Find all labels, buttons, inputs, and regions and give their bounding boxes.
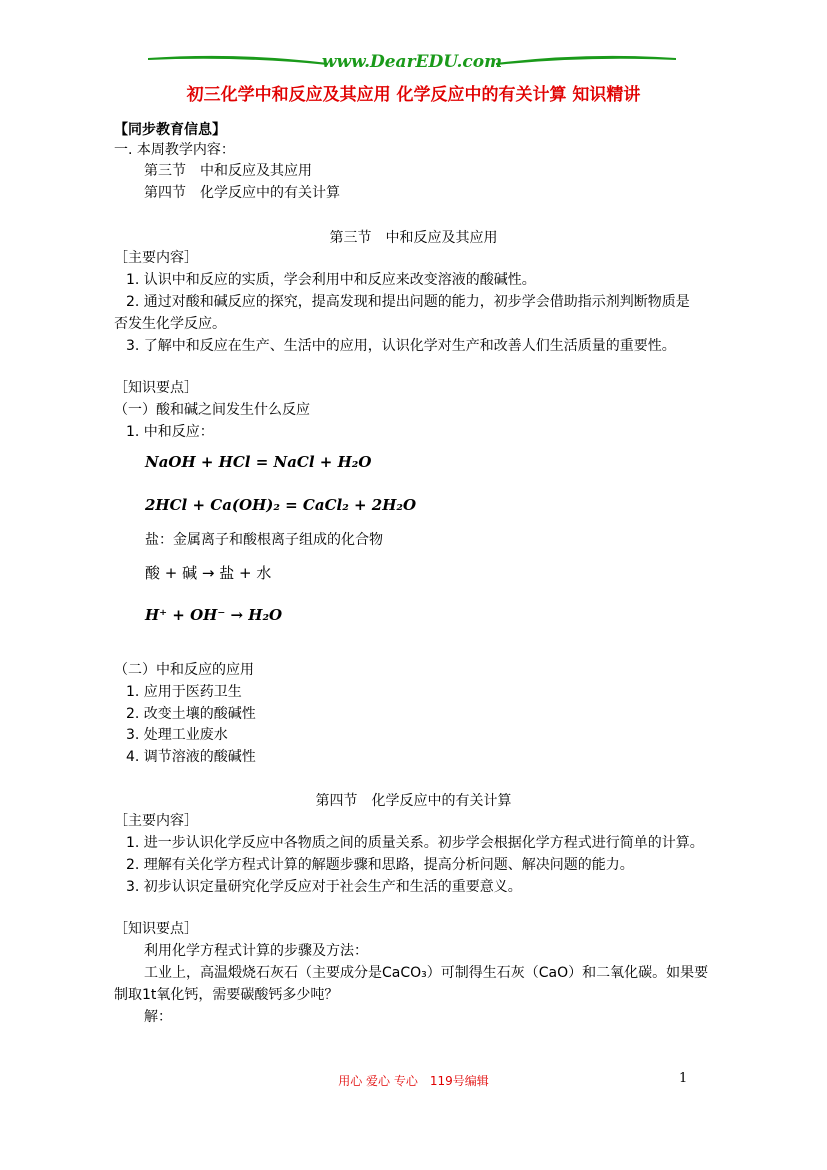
application-item: 2. 改变土壤的酸碱性 bbox=[126, 706, 256, 722]
main-content-item: 2. 理解有关化学方程式计算的解题步骤和思路，提高分析问题、解决问题的能力。 bbox=[126, 857, 634, 873]
main-content-label: ［主要内容］ bbox=[114, 813, 198, 829]
content-item: 第四节 化学反应中的有关计算 bbox=[144, 185, 340, 201]
section3-title: 第三节 中和反应及其应用 bbox=[329, 230, 498, 246]
word-equation: 酸 + 碱 → 盐 + 水 bbox=[145, 564, 272, 582]
part-two-heading: （二）中和反应的应用 bbox=[114, 662, 254, 678]
sync-info-heading: 【同步教育信息】 bbox=[114, 122, 226, 138]
main-content-item: 3. 初步认识定量研究化学反应对于社会生产和生活的重要意义。 bbox=[126, 879, 522, 895]
application-item: 3. 处理工业废水 bbox=[126, 727, 228, 743]
key-points-label: ［知识要点］ bbox=[114, 380, 198, 396]
section4-title: 第四节 化学反应中的有关计算 bbox=[315, 793, 512, 809]
calculation-steps: 利用化学方程式计算的步骤及方法： bbox=[144, 943, 368, 959]
page-number: 1 bbox=[679, 1071, 688, 1086]
key-points-label: ［知识要点］ bbox=[114, 921, 198, 937]
site-banner bbox=[148, 50, 676, 76]
content-label: 一. 本周教学内容： bbox=[114, 142, 235, 158]
page-title: 初三化学中和反应及其应用 化学反应中的有关计算 知识精讲 bbox=[186, 85, 641, 105]
site-url[interactable]: www.DearEDU.com bbox=[321, 52, 503, 72]
application-item: 1. 应用于医药卫生 bbox=[126, 684, 242, 700]
problem-text: 工业上，高温煅烧石灰石（主要成分是CaCO₃）可制得生石灰（CaO）和二氧化碳。如果要 bbox=[144, 965, 709, 981]
main-content-item: 3. 了解中和反应在生产、生活中的应用，认识化学对生产和改善人们生活质量的重要性。 bbox=[126, 338, 676, 354]
content-item: 第三节 中和反应及其应用 bbox=[144, 163, 312, 179]
main-content-item: 2. 通过对酸和碱反应的探究，提高发现和提出问题的能力，初步学会借助指示剂判断物质是 bbox=[126, 294, 690, 310]
part-one-heading: （一）酸和碱之间发生什么反应 bbox=[114, 402, 310, 418]
equation-naoh-hcl: NaOH + HCl = NaCl + H₂O bbox=[145, 453, 372, 471]
problem-text: 制取1t氧化钙，需要碳酸钙多少吨？ bbox=[114, 987, 339, 1003]
main-content-item: 1. 进一步认识化学反应中各物质之间的质量关系。初步学会根据化学方程式进行简单的计算。 bbox=[126, 835, 704, 851]
solution-label: 解： bbox=[144, 1009, 172, 1025]
main-content-label: ［主要内容］ bbox=[114, 250, 198, 266]
main-content-item: 否发生化学反应。 bbox=[114, 316, 226, 332]
main-content-item: 1. 认识中和反应的实质，学会利用中和反应来改变溶液的酸碱性。 bbox=[126, 272, 536, 288]
footer-text: 用心 爱心 专心 119号编辑 bbox=[338, 1074, 489, 1088]
neutralization-label: 1. 中和反应： bbox=[126, 424, 214, 440]
application-item: 4. 调节溶液的酸碱性 bbox=[126, 749, 256, 765]
salt-definition: 盐：金属离子和酸根离子组成的化合物 bbox=[145, 532, 383, 548]
equation-hcl-caoh2: 2HCl + Ca(OH)₂ = CaCl₂ + 2H₂O bbox=[145, 496, 417, 514]
equation-ionic: H⁺ + OH⁻ → H₂O bbox=[145, 606, 283, 624]
